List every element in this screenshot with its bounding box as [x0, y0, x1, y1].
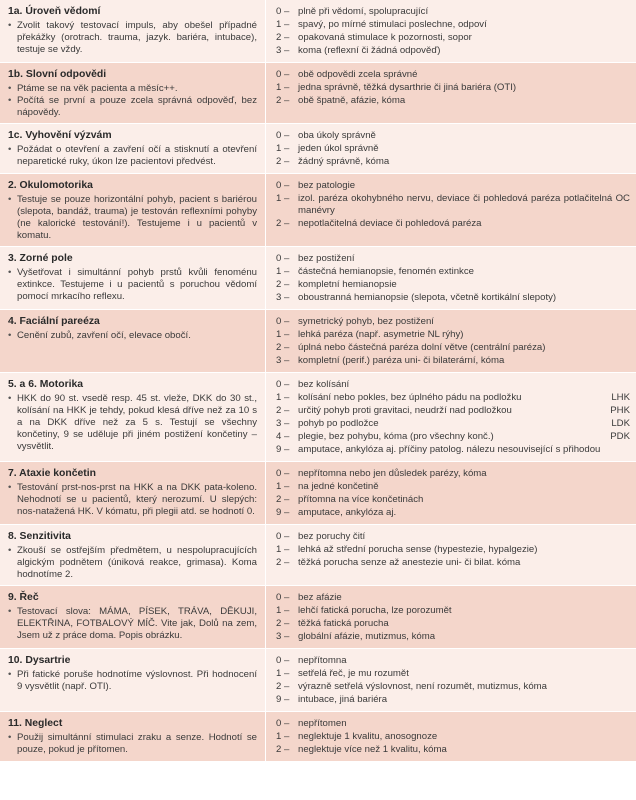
item-description-cell: [0, 174, 266, 246]
score-code: 2 –: [276, 279, 290, 290]
score-description: bez afázie: [298, 592, 342, 603]
score-description: nepřítomen: [298, 718, 347, 729]
score-code: 3 –: [276, 292, 290, 303]
table-row: [0, 174, 636, 246]
score-description: spavý, po mírné stimulaci poslechne, odpoví: [298, 19, 487, 30]
score-code: 1 –: [276, 329, 290, 340]
item-description-cell: [0, 0, 266, 62]
score-option: [276, 329, 630, 341]
item-title: 4. Faciální pareéza: [8, 316, 100, 327]
score-option: [276, 468, 630, 480]
score-option: [276, 69, 630, 81]
score-option: [276, 731, 630, 743]
item-description-cell: [0, 124, 266, 173]
score-code: 4 –: [276, 431, 290, 442]
score-code: 1 –: [276, 392, 290, 403]
score-description: opakovaná stimulace k pozornosti, sopor: [298, 32, 472, 43]
item-title: 10. Dysartrie: [8, 655, 71, 666]
score-code: 2 –: [276, 32, 290, 43]
score-code: 9 –: [276, 444, 290, 455]
score-option: [276, 655, 630, 667]
instruction-bullet: [8, 144, 257, 168]
instruction-text: Požádat o otevření a zavření očí a stisknutí a otevření neparetické ruky, úkon lze pacientovi předvést.: [17, 144, 257, 167]
score-description: izol. paréza okohybného nervu, deviace či pohledová paréza potlačitelná OC manévry: [298, 193, 630, 216]
instruction-text: Vyšetřovat i simultánní pohyb prstů kvůli fenoménu extinkce. Testujeme i u pacientů s poruchou vědomí pomocí mrkacího reflexu.: [17, 267, 257, 302]
score-description: určitý pohyb proti gravitaci, neudrží nad podložkou: [298, 405, 512, 416]
score-option: [276, 180, 630, 192]
score-option: [276, 316, 630, 328]
score-option: [276, 156, 630, 168]
score-code: 1 –: [276, 82, 290, 93]
bullet-icon: •: [8, 732, 12, 743]
score-description: kompletní (perif.) paréza uni- či bilaterární, kóma: [298, 355, 505, 366]
score-code: 0 –: [276, 655, 290, 666]
score-code: 3 –: [276, 418, 290, 429]
score-option: [276, 292, 630, 304]
score-code: 2 –: [276, 156, 290, 167]
score-code: 1 –: [276, 481, 290, 492]
score-option: [276, 45, 630, 57]
score-code: 0 –: [276, 316, 290, 327]
item-description-cell: [0, 63, 266, 123]
score-option: [276, 694, 630, 706]
score-code: 2 –: [276, 95, 290, 106]
score-description: oba úkoly správně: [298, 130, 376, 141]
item-title: 7. Ataxie končetin: [8, 468, 96, 479]
score-option: [276, 744, 630, 756]
score-code: 2 –: [276, 557, 290, 568]
bullet-icon: •: [8, 20, 12, 31]
instruction-bullet: [8, 393, 257, 453]
score-description: kolísání nebo pokles, bez úplného pádu na podložku: [298, 392, 522, 403]
score-description: nepotlačitelná deviace či pohledová paréza: [298, 218, 482, 229]
score-description: nepřítomna: [298, 655, 347, 666]
score-code: 1 –: [276, 605, 290, 616]
item-title: 1b. Slovní odpovědi: [8, 69, 107, 80]
limb-label: PDK: [610, 431, 630, 442]
score-option: [276, 481, 630, 493]
score-description: globální afázie, mutizmus, kóma: [298, 631, 436, 642]
score-option: [276, 431, 630, 443]
bullet-icon: •: [8, 267, 12, 278]
score-description: pohyb po podložce: [298, 418, 379, 429]
score-option: [276, 418, 630, 430]
score-description: bez postižení: [298, 253, 355, 264]
score-options-cell: [266, 462, 636, 524]
score-option: [276, 143, 630, 155]
instruction-bullet: [8, 732, 257, 756]
score-code: 2 –: [276, 681, 290, 692]
table-row: [0, 462, 636, 524]
score-option: [276, 279, 630, 291]
score-description: plegie, bez pohybu, kóma (pro všechny konč.): [298, 431, 494, 442]
instruction-bullet: [8, 20, 257, 56]
limb-label: PHK: [610, 405, 630, 416]
instruction-bullet: [8, 482, 257, 518]
limb-label: LHK: [611, 392, 630, 403]
score-code: 3 –: [276, 631, 290, 642]
instruction-bullet: [8, 669, 257, 693]
score-code: 0 –: [276, 180, 290, 191]
score-code: 0 –: [276, 592, 290, 603]
score-description: symetrický pohyb, bez postižení: [298, 316, 434, 327]
score-description: jeden úkol správně: [298, 143, 379, 154]
score-description: oboustranná hemianopsie (slepota, včetně kortikální slepoty): [298, 292, 557, 303]
score-code: 2 –: [276, 618, 290, 629]
score-code: 0 –: [276, 531, 290, 542]
item-description-cell: [0, 586, 266, 648]
score-description: bez patologie: [298, 180, 356, 191]
instruction-text: Zkouší se ostřejším předmětem, u nespolupracujících algickým podnětem (úniková reakce, grimasa). Koma hodnotíme 2.: [17, 545, 257, 580]
score-description: těžká fatická porucha: [298, 618, 389, 629]
instruction-bullet: [8, 95, 257, 119]
table-row: [0, 586, 636, 648]
score-description: intubace, jiná bariéra: [298, 694, 388, 705]
score-options-cell: [266, 174, 636, 246]
bullet-icon: •: [8, 606, 12, 617]
item-description-cell: [0, 525, 266, 585]
instruction-text: Testovací slova: MÁMA, PÍSEK, TRÁVA, DĚKUJI, ELEKTŘINA, FOTBALOVÝ MÍČ. Vite jak, Dolů na zem, Jsem už z práce doma. Popis obrázku.: [17, 606, 257, 641]
item-title: 8. Senzitivita: [8, 531, 71, 542]
score-option: [276, 95, 630, 107]
score-code: 1 –: [276, 731, 290, 742]
score-code: 2 –: [276, 744, 290, 755]
item-description-cell: [0, 247, 266, 309]
score-option: [276, 681, 630, 693]
score-code: 3 –: [276, 45, 290, 56]
score-option: [276, 130, 630, 142]
table-row: [0, 373, 636, 461]
score-option: [276, 557, 630, 569]
bullet-icon: •: [8, 95, 12, 106]
table-row: [0, 0, 636, 62]
instruction-bullet: [8, 267, 257, 303]
score-options-cell: [266, 124, 636, 173]
score-option: [276, 605, 630, 617]
score-option: [276, 618, 630, 630]
score-code: 0 –: [276, 718, 290, 729]
score-description: přítomna na více končetinách: [298, 494, 424, 505]
instruction-bullet: [8, 194, 257, 242]
score-options-cell: [266, 63, 636, 123]
score-description: bez kolísání: [298, 379, 350, 390]
bullet-icon: •: [8, 330, 12, 341]
table-row: [0, 63, 636, 123]
table-row: [0, 649, 636, 711]
score-description: částečná hemianopsie, fenomén extinkce: [298, 266, 474, 277]
score-description: žádný správně, kóma: [298, 156, 390, 167]
bullet-icon: •: [8, 83, 12, 94]
table-row: [0, 124, 636, 173]
item-description-cell: [0, 310, 266, 372]
score-description: lehká až střední porucha sense (hypestezie, hypalgezie): [298, 544, 538, 555]
score-options-cell: [266, 373, 636, 461]
score-option: [276, 193, 630, 217]
table-row: [0, 310, 636, 372]
table-row: [0, 525, 636, 585]
score-description: těžká porucha senze až anestezie uni- či bilat. kóma: [298, 557, 521, 568]
item-title: 9. Řeč: [8, 592, 39, 603]
score-description: neglektuje 1 kvalitu, anosognoze: [298, 731, 438, 742]
bullet-icon: •: [8, 545, 12, 556]
instruction-bullet: [8, 606, 257, 642]
bullet-icon: •: [8, 144, 12, 155]
score-options-cell: [266, 247, 636, 309]
score-code: 2 –: [276, 342, 290, 353]
score-description: plně při vědomí, spolupracující: [298, 6, 429, 17]
instruction-text: Použij simultánní stimulaci zraku a senze. Hodnotí se pouze, pokud je přítomen.: [17, 732, 257, 755]
score-option: [276, 355, 630, 367]
score-description: jedna správně, těžká dysarthrie či jiná bariéra (OTI): [298, 82, 517, 93]
score-description: výrazně setřelá výslovnost, není rozumět, mutizmus, kóma: [298, 681, 547, 692]
score-description: bez poruchy čití: [298, 531, 366, 542]
table-row: [0, 247, 636, 309]
instruction-bullet: [8, 330, 257, 342]
score-code: 0 –: [276, 379, 290, 390]
score-option: [276, 82, 630, 94]
score-option: [276, 507, 630, 519]
instruction-text: Testování prst-nos-prst na HKK a na DKK pata-koleno. Nehodnotí se u pacientů, který nerozumí. U slepých: nos-natažená HK. V kómatu, při plegii atd. se hodnotí 0.: [17, 482, 257, 517]
item-description-cell: [0, 462, 266, 524]
score-code: 0 –: [276, 69, 290, 80]
score-code: 1 –: [276, 19, 290, 30]
score-option: [276, 218, 630, 230]
instruction-bullet: [8, 83, 257, 95]
instruction-text: Při fatické poruše hodnotíme výslovnost. Při hodnocení 9 vysvětlit (např. OTI).: [17, 669, 257, 692]
item-title: 5. a 6. Motorika: [8, 379, 84, 390]
score-code: 2 –: [276, 405, 290, 416]
score-options-cell: [266, 649, 636, 711]
score-option: [276, 531, 630, 543]
score-option: [276, 392, 630, 404]
instruction-text: Cenění zubů, zavření očí, elevace obočí.: [17, 330, 191, 341]
score-option: [276, 544, 630, 556]
score-description: úplná nebo částečná paréza dolní větve (centrální paréza): [298, 342, 546, 353]
table-row: [0, 712, 636, 761]
score-option: [276, 32, 630, 44]
score-description: amputace, ankylóza aj. příčiny patolog. nálezu nesouvisející s přihodou: [298, 444, 601, 455]
item-description-cell: [0, 649, 266, 711]
score-description: neglektuje více než 1 kvalitu, kóma: [298, 744, 447, 755]
score-description: obě špatně, afázie, kóma: [298, 95, 406, 106]
score-description: setřelá řeč, je mu rozumět: [298, 668, 409, 679]
score-options-cell: [266, 712, 636, 761]
limb-label: LDK: [611, 418, 630, 429]
score-description: lehčí fatická porucha, lze porozumět: [298, 605, 452, 616]
instruction-text: Ptáme se na věk pacienta a měsíc++.: [17, 83, 178, 94]
bullet-icon: •: [8, 669, 12, 680]
score-code: 0 –: [276, 253, 290, 264]
score-option: [276, 592, 630, 604]
score-option: [276, 444, 630, 456]
bullet-icon: •: [8, 482, 12, 493]
score-description: nepřítomna nebo jen důsledek parézy, kóma: [298, 468, 487, 479]
instruction-text: Testuje se pouze horizontální pohyb, pacient s bariérou (slepota, bandáž, trauma) je testován reflexními pohyby (ne kalorické testování!). Testujeme i u pacientů v komatu.: [17, 194, 257, 241]
score-options-cell: [266, 310, 636, 372]
score-description: lehká paréza (např. asymetrie NL rýhy): [298, 329, 464, 340]
instruction-text: Zvolit takový testovací impuls, aby obešel případné překážky (orotrach. trauma, jazyk. bariéra, intubace), testuje se vždy.: [17, 20, 257, 55]
score-code: 0 –: [276, 130, 290, 141]
item-title: 1c. Vyhovění výzvám: [8, 130, 112, 141]
score-option: [276, 718, 630, 730]
score-options-cell: [266, 586, 636, 648]
score-option: [276, 379, 630, 391]
score-options-cell: [266, 525, 636, 585]
score-option: [276, 6, 630, 18]
score-code: 2 –: [276, 494, 290, 505]
score-code: 1 –: [276, 668, 290, 679]
score-description: koma (reflexní či žádná odpověď): [298, 45, 441, 56]
score-code: 1 –: [276, 266, 290, 277]
item-description-cell: [0, 373, 266, 461]
item-title: 2. Okulomotorika: [8, 180, 93, 191]
score-option: [276, 253, 630, 265]
score-description: kompletní hemianopsie: [298, 279, 397, 290]
score-option: [276, 631, 630, 643]
score-description: na jedné končetině: [298, 481, 379, 492]
bullet-icon: •: [8, 393, 12, 404]
score-option: [276, 494, 630, 506]
score-code: 1 –: [276, 143, 290, 154]
item-title: 1a. Úroveň vědomí: [8, 6, 101, 17]
item-description-cell: [0, 712, 266, 761]
score-code: 3 –: [276, 355, 290, 366]
score-option: [276, 19, 630, 31]
score-options-cell: [266, 0, 636, 62]
instruction-text: HKK do 90 st. vsedě resp. 45 st. vleže, DKK do 30 st., kolísání na HKK je tehdy, pokud klesá dříve než za 10 s a na DKK dříve než za 5 s. Testují se všechny končetiny, 9 se uděluje při jiném postižení končetiny – vysvětlit.: [17, 393, 257, 452]
instruction-bullet: [8, 545, 257, 581]
score-option: [276, 342, 630, 354]
score-option: [276, 668, 630, 680]
bullet-icon: •: [8, 194, 12, 205]
score-option: [276, 405, 630, 417]
score-description: obě odpovědi zcela správné: [298, 69, 418, 80]
instruction-text: Počítá se první a pouze zcela správná odpověď, bez nápovědy.: [17, 95, 257, 118]
score-code: 1 –: [276, 544, 290, 555]
item-title: 11. Neglect: [8, 718, 63, 729]
score-option: [276, 266, 630, 278]
item-title: 3. Zorné pole: [8, 253, 73, 264]
score-code: 9 –: [276, 507, 290, 518]
score-description: amputace, ankylóza aj.: [298, 507, 397, 518]
score-code: 9 –: [276, 694, 290, 705]
score-code: 2 –: [276, 218, 290, 229]
score-code: 0 –: [276, 468, 290, 479]
score-code: 0 –: [276, 6, 290, 17]
score-code: 1 –: [276, 193, 290, 204]
